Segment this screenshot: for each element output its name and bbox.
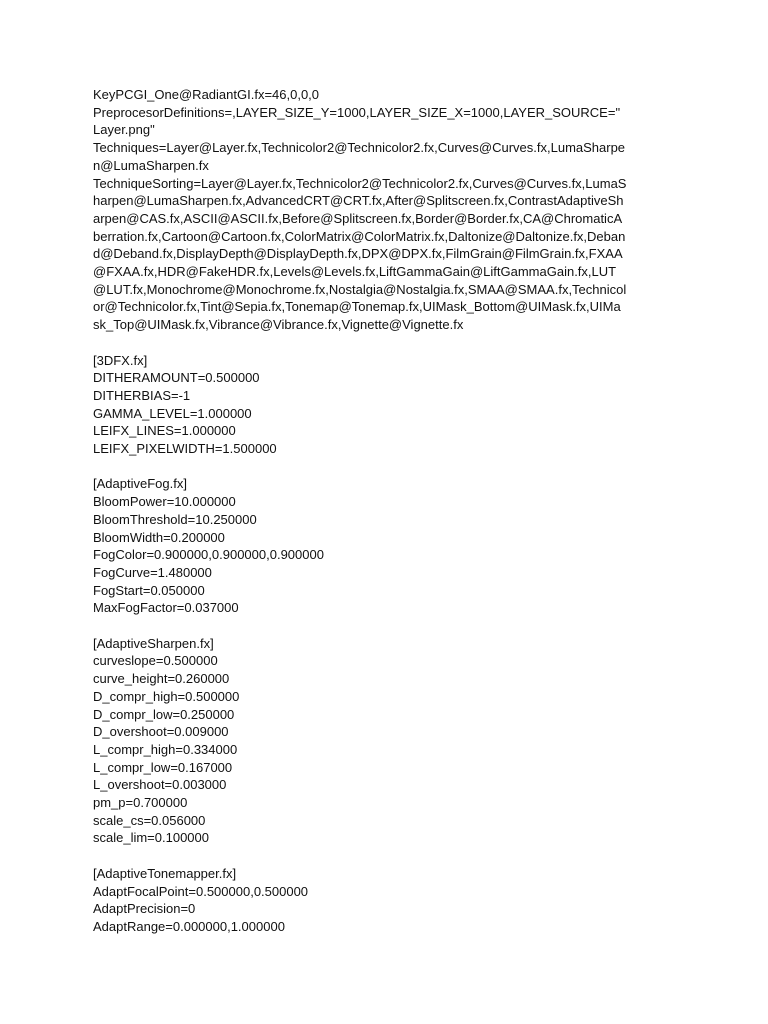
setting-line: DITHERAMOUNT=0.500000 bbox=[93, 370, 260, 386]
setting-line: curve_height=0.260000 bbox=[93, 671, 230, 687]
header-line: TechniqueSorting=Layer@Layer.fx,Technicolor2@Technicolor2.fx,Curves@Curves.fx,LumaS bbox=[93, 175, 627, 191]
setting-line: DITHERBIAS=-1 bbox=[93, 387, 191, 403]
section-adaptive-tonemapper bbox=[93, 865, 677, 936]
setting-line: AdaptRange=0.000000,1.000000 bbox=[93, 918, 285, 934]
setting-line: curveslope=0.500000 bbox=[93, 653, 218, 669]
setting-line: AdaptFocalPoint=0.500000,0.500000 bbox=[93, 883, 309, 899]
setting-line: BloomThreshold=10.250000 bbox=[93, 511, 257, 527]
header-line: Layer.png" bbox=[93, 122, 155, 138]
setting-line: scale_cs=0.056000 bbox=[93, 812, 206, 828]
blank-line bbox=[93, 458, 677, 476]
setting-line: D_compr_high=0.500000 bbox=[93, 688, 240, 704]
section-heading: [AdaptiveTonemapper.fx] bbox=[93, 865, 237, 881]
blank-line bbox=[93, 847, 677, 865]
blank-line bbox=[93, 334, 677, 352]
setting-line: FogCurve=1.480000 bbox=[93, 564, 212, 580]
section-3dfx bbox=[93, 352, 677, 458]
setting-line: AdaptPrecision=0 bbox=[93, 901, 196, 917]
header-line: d@Deband.fx,DisplayDepth@DisplayDepth.fx,DPX@DPX.fx,FilmGrain@FilmGrain.fx,FXAA bbox=[93, 246, 623, 262]
section-heading: [AdaptiveSharpen.fx] bbox=[93, 635, 214, 651]
header-line: arpen@CAS.fx,ASCII@ASCII.fx,Before@Splitscreen.fx,Border@Border.fx,CA@ChromaticA bbox=[93, 210, 623, 226]
setting-line: scale_lim=0.100000 bbox=[93, 830, 209, 846]
header-block bbox=[93, 86, 677, 334]
setting-line: D_overshoot=0.009000 bbox=[93, 724, 229, 740]
setting-line: pm_p=0.700000 bbox=[93, 795, 188, 811]
section-adaptive-fog bbox=[93, 475, 677, 617]
setting-line: BloomPower=10.000000 bbox=[93, 494, 236, 510]
setting-line: GAMMA_LEVEL=1.000000 bbox=[93, 405, 252, 421]
section-adaptive-sharpen bbox=[93, 635, 677, 847]
setting-line: D_compr_low=0.250000 bbox=[93, 706, 235, 722]
header-line: @LUT.fx,Monochrome@Monochrome.fx,Nostalgia@Nostalgia.fx,SMAA@SMAA.fx,Technicol bbox=[93, 281, 627, 297]
setting-line: LEIFX_PIXELWIDTH=1.500000 bbox=[93, 441, 277, 457]
header-line: @FXAA.fx,HDR@FakeHDR.fx,Levels@Levels.fx,LiftGammaGain@LiftGammaGain.fx,LUT bbox=[93, 264, 617, 280]
setting-line: FogStart=0.050000 bbox=[93, 582, 205, 598]
header-line: n@LumaSharpen.fx bbox=[93, 157, 209, 173]
header-line: berration.fx,Cartoon@Cartoon.fx,ColorMatrix@ColorMatrix.fx,Daltonize@Daltonize.fx,Deban bbox=[93, 228, 626, 244]
header-line: harpen@LumaSharpen.fx,AdvancedCRT@CRT.fx,After@Splitscreen.fx,ContrastAdaptiveSh bbox=[93, 193, 624, 209]
header-line: or@Technicolor.fx,Tint@Sepia.fx,Tonemap@Tonemap.fx,UIMask_Bottom@UIMask.fx,UIMa bbox=[93, 299, 621, 315]
setting-line: L_overshoot=0.003000 bbox=[93, 777, 227, 793]
blank-line bbox=[93, 617, 677, 635]
header-line: PreprocesorDefinitions=,LAYER_SIZE_Y=1000,LAYER_SIZE_X=1000,LAYER_SOURCE=" bbox=[93, 104, 621, 120]
section-heading: [3DFX.fx] bbox=[93, 352, 148, 368]
header-line: Techniques=Layer@Layer.fx,Technicolor2@Technicolor2.fx,Curves@Curves.fx,LumaSharpe bbox=[93, 140, 626, 156]
setting-line: L_compr_low=0.167000 bbox=[93, 759, 233, 775]
setting-line: MaxFogFactor=0.037000 bbox=[93, 600, 239, 616]
setting-line: FogColor=0.900000,0.900000,0.900000 bbox=[93, 547, 324, 563]
header-line: KeyPCGI_One@RadiantGI.fx=46,0,0,0 bbox=[93, 87, 320, 102]
setting-line: LEIFX_LINES=1.000000 bbox=[93, 423, 236, 439]
document-page bbox=[93, 86, 677, 936]
setting-line: BloomWidth=0.200000 bbox=[93, 529, 225, 545]
section-heading: [AdaptiveFog.fx] bbox=[93, 476, 187, 492]
setting-line: L_compr_high=0.334000 bbox=[93, 741, 238, 757]
header-line: sk_Top@UIMask.fx,Vibrance@Vibrance.fx,Vignette@Vignette.fx bbox=[93, 317, 464, 333]
